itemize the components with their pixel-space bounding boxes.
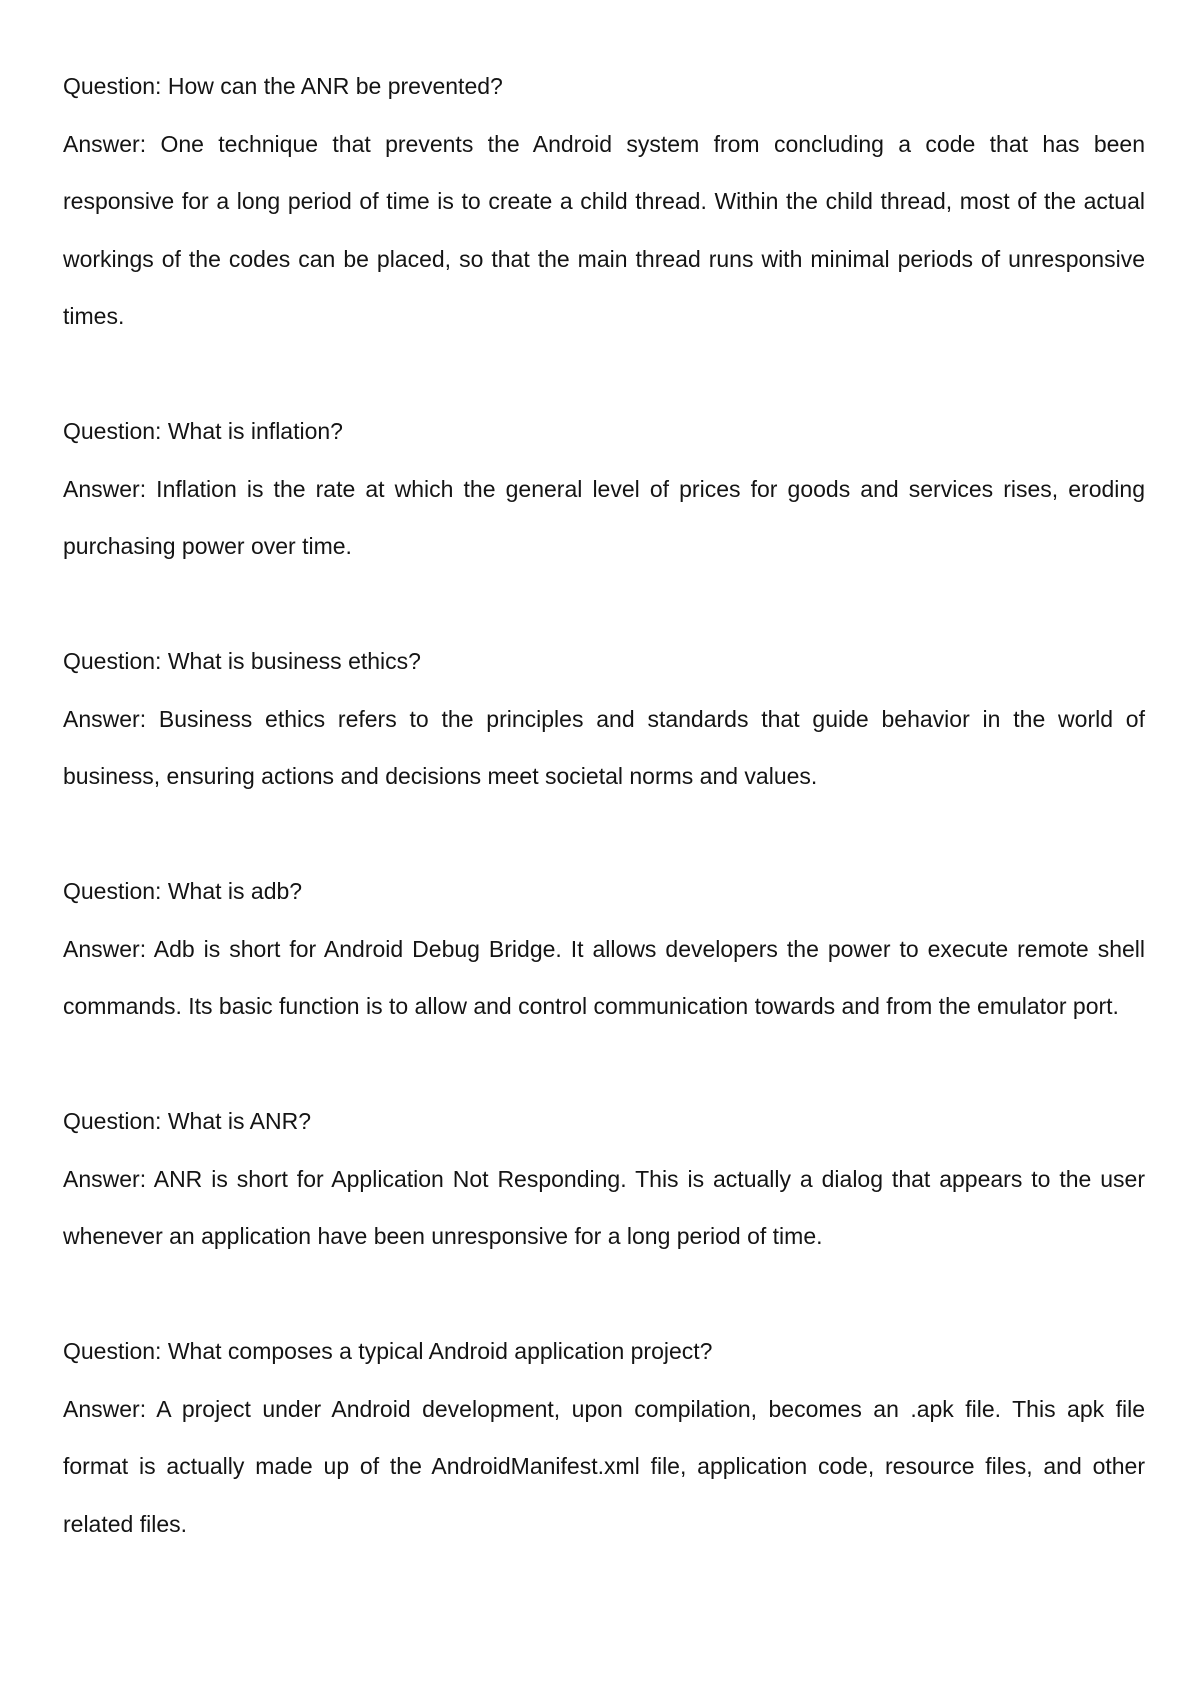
qa-item-inflation — [63, 403, 1145, 576]
document-page — [63, 58, 1145, 1611]
answer-text: Answer: Adb is short for Android Debug Bridge. It allows developers the power to execute remote shell commands. Its basic function is to allow and control communication towards and from the emulator port. — [63, 935, 1145, 1019]
question-text: Question: How can the ANR be prevented? — [63, 73, 503, 99]
question-text: Question: What composes a typical Android application project? — [63, 1338, 713, 1364]
qa-item-business-ethics — [63, 633, 1145, 806]
question-text: Question: What is business ethics? — [63, 648, 421, 674]
qa-item-adb — [63, 863, 1145, 1036]
qa-item-anr-prevention — [63, 58, 1145, 346]
answer-text: Answer: ANR is short for Application Not Responding. This is actually a dialog that appears to the user whenever an application have been unresponsive for a long period of time. — [63, 1165, 1145, 1249]
answer-text: Answer: Business ethics refers to the principles and standards that guide behavior in the world of business, ensuring actions and decisions meet societal norms and values. — [63, 705, 1145, 789]
answer-text: Answer: Inflation is the rate at which the general level of prices for goods and services rises, eroding purchasing power over time. — [63, 475, 1145, 559]
question-text: Question: What is inflation? — [63, 418, 343, 444]
question-text: Question: What is adb? — [63, 878, 303, 904]
qa-item-anr — [63, 1093, 1145, 1266]
answer-text: Answer: One technique that prevents the Android system from concluding a code that has been responsive for a long period of time is to create a child thread. Within the child thread, most of the actual workings of the codes can be placed, so that the main thread runs with minimal periods of unresponsive times. — [63, 130, 1145, 329]
question-text: Question: What is ANR? — [63, 1108, 311, 1134]
qa-item-android-project — [63, 1323, 1145, 1553]
answer-text: Answer: A project under Android development, upon compilation, becomes an .apk file. This apk file format is actually made up of the AndroidManifest.xml file, application code, resource files, and other related files. — [63, 1395, 1145, 1537]
